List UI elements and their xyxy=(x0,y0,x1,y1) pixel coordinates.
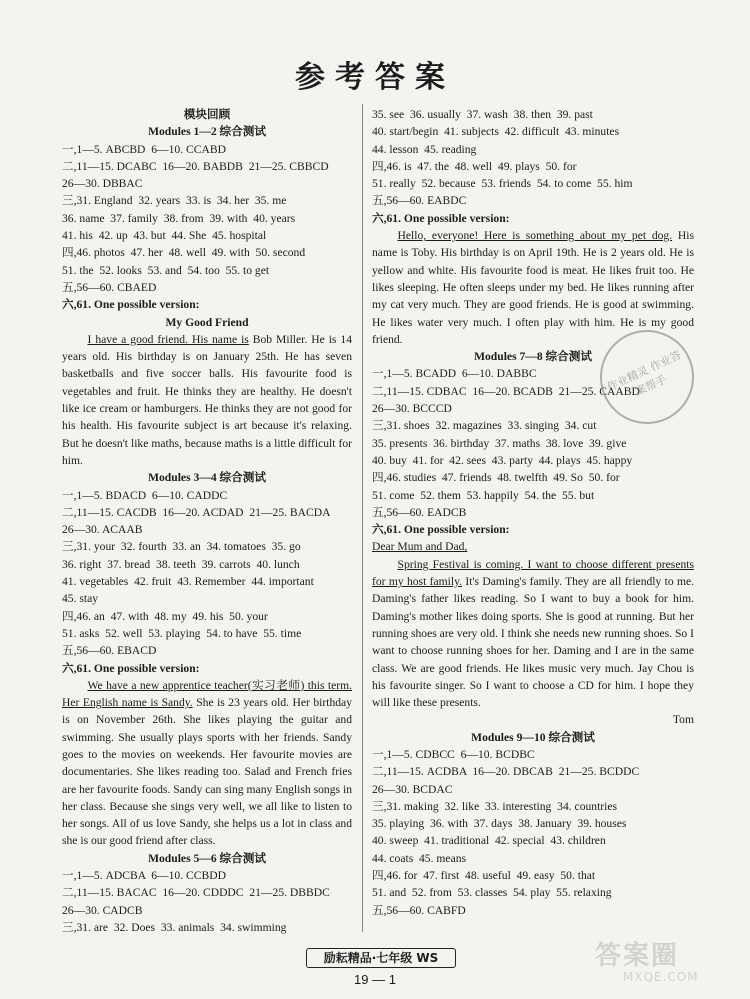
answer-line: 44. lesson 45. reading xyxy=(372,142,477,156)
answer-line: 45. stay xyxy=(62,592,99,606)
book-label: 励耘精品·七年级 WS xyxy=(306,948,456,968)
stamp-text: 作业精灵 作业答案帮手 xyxy=(605,348,684,399)
answer-line: 一,1—5. CDBCC 6—10. BCDBC xyxy=(372,747,535,761)
essay-paragraph xyxy=(372,556,694,712)
modules-1-2-heading: Modules 1—2 综合测试 xyxy=(148,125,266,139)
essay-text: Bob Miller. He is 14 years old. His birthday is on January 25th. He has seven basketballs and five soccer balls. His favourite food is vegetables and fruit. He thinks they are healthy. He doesn't like ice cream or hamburgers. He thinks they are not good for his health. His favourite subject is art because it's relaxing. But he doesn't like maths, because maths is a little difficult for him. xyxy=(62,332,352,467)
answer-line: 51. asks 52. well 53. playing 54. to have 55. time xyxy=(62,626,302,640)
essay-label: 六,61. One possible version: xyxy=(372,523,510,537)
answer-line: 二,11—15. BACAC 16—20. CDDDC 21—25. DBBDC xyxy=(62,886,330,900)
modules-3-4-heading: Modules 3—4 综合测试 xyxy=(148,471,266,485)
answer-line: 五,56—60. EBACD xyxy=(62,644,157,658)
answer-line: 四,46. photos 47. her 48. well 49. with 50. second xyxy=(62,246,306,260)
answer-line: 二,11—15. CACDB 16—20. ACDAD 21—25. BACDA xyxy=(62,505,331,519)
watermark-logo-text: 答案圈 xyxy=(595,941,680,971)
essay-text: It's Daming's family. They are all friendly to me. Daming's father likes reading. So I want to buy a book for him. Daming's mother likes doing sports. She is good at running. But her running shoes are very old. I think she needs new running shoes. So I want to choose running shoes for her. Daming and I are in the same class. We are good friends. He likes music very much. Jay Chou is his favourite singer. So I want to choose a CD for him. I hope they will like these presents. xyxy=(372,575,695,710)
answer-line: 二,11—15. ACDBA 16—20. DBCAB 21—25. BCDDC xyxy=(372,765,640,779)
essay-underlined-text: I have a good friend. His name is xyxy=(87,332,249,346)
left-column xyxy=(62,106,352,936)
essay-label: 六,61. One possible version: xyxy=(372,211,510,225)
answer-line: 51. and 52. from 53. classes 54. play 55. relaxing xyxy=(372,886,612,900)
answer-line: 一,1—5. ABCBD 6—10. CCABD xyxy=(62,142,226,156)
watermark-url: MXQE.COM xyxy=(623,970,699,984)
answer-line: 51. the 52. looks 53. and 54. too 55. to get xyxy=(62,263,270,277)
essay-paragraph xyxy=(62,677,352,850)
essay-underlined-text: Spring Festival is coming. I want to choose different presents for my host family. xyxy=(372,557,694,589)
answer-line: 26—30. ACAAB xyxy=(62,523,143,537)
answer-line: 一,1—5. BDACD 6—10. CADDC xyxy=(62,488,228,502)
answer-line: 51. come 52. them 53. happily 54. the 55. but xyxy=(372,488,595,502)
answer-line: 41. vegetables 42. fruit 43. Remember 44. important xyxy=(62,575,314,589)
answer-line: 41. his 42. up 43. but 44. She 45. hospital xyxy=(62,229,267,243)
answer-line: 35. presents 36. birthday 37. maths 38. love 39. give xyxy=(372,436,627,450)
essay-label: 六,61. One possible version: xyxy=(62,661,200,675)
section-title: 模块回顾 xyxy=(183,108,231,121)
answer-line: 35. playing 36. with 37. days 38. January 39. houses xyxy=(372,817,627,831)
answer-line: 四,46. for 47. first 48. useful 49. easy 50. that xyxy=(372,869,596,883)
answer-line: 五,56—60. CBAED xyxy=(62,280,157,294)
answer-line: 35. see 36. usually 37. wash 38. then 39. past xyxy=(372,108,593,121)
essay-underlined-text: Hello, everyone! Here is something about my pet dog. xyxy=(397,229,673,243)
answer-line: 三,31. making 32. like 33. interesting 34. countries xyxy=(372,799,618,813)
site-watermark xyxy=(595,935,745,995)
answer-line: 26—30. DBBAC xyxy=(62,177,143,191)
answer-line: 一,1—5. BCADD 6—10. DABBC xyxy=(372,367,537,381)
answer-line: 一,1—5. ADCBA 6—10. CCBDD xyxy=(62,869,226,883)
answer-line: 二,11—15. DCABC 16—20. BABDB 21—25. CBBCD xyxy=(62,159,329,173)
page-number: 19 — 1 xyxy=(354,972,396,987)
answer-line: 40. sweep 41. traditional 42. special 43. children xyxy=(372,834,606,848)
essay-underlined-text: We have a new apprentice teacher(实习老师) this term. Her English name is Sandy. xyxy=(62,678,352,710)
answer-line: 二,11—15. CDBAC 16—20. BCADB 21—25. CAABD xyxy=(372,384,640,398)
answer-line: 三,31. England 32. years 33. is 34. her 35. me xyxy=(62,194,287,208)
modules-7-8-heading: Modules 7—8 综合测试 xyxy=(474,350,592,364)
answer-line: 四,46. studies 47. friends 48. twelfth 49. So 50. for xyxy=(372,471,620,485)
letter-signature: Tom xyxy=(672,713,694,727)
answer-line: 40. buy 41. for 42. sees 43. party 44. plays 45. happy xyxy=(372,453,633,467)
letter-greeting: Dear Mum and Dad, xyxy=(372,540,468,554)
page-title: 参考答案 xyxy=(295,60,455,95)
answer-line: 26—30. CADCB xyxy=(62,903,143,917)
modules-9-10-heading: Modules 9—10 综合测试 xyxy=(471,730,595,744)
answer-line: 三,31. your 32. fourth 33. an 34. tomatoes 35. go xyxy=(62,540,301,554)
answer-line: 四,46. is 47. the 48. well 49. plays 50. for xyxy=(372,159,577,173)
answer-line: 五,56—60. CABFD xyxy=(372,903,466,917)
answer-line: 五,56—60. EABDC xyxy=(372,194,467,208)
answer-line: 三,31. are 32. Does 33. animals 34. swimming xyxy=(62,920,287,934)
right-column xyxy=(372,106,694,919)
answer-line: 44. coats 45. means xyxy=(372,851,467,865)
answer-line: 40. start/begin 41. subjects 42. difficult 43. minutes xyxy=(372,125,620,139)
essay-label: 六,61. One possible version: xyxy=(62,298,200,312)
answer-line: 36. right 37. bread 38. teeth 39. carrots 40. lunch xyxy=(62,557,300,571)
essay-text: His name is Toby. His birthday is on April 19th. He is 2 years old. He is yellow and white. His favourite food is meat. He likes fruit too. He likes sleeping. He often sleeps under my bed. He likes running after my cat very much. They are good friends. He is good at swimming. He likes water very much. I often play with him. He is my good friend. xyxy=(372,229,694,346)
essay-text: She is 23 years old. Her birthday is on November 26th. She likes playing the guitar and swimming. She usually plays sports with her friends. Sandy goes to the movies on weekends. Her favourite movies are documentaries. She likes reading too. Salad and French fries are her favourite foods. Sandy can sing many English songs in her class. Because she sings very well, we all like to listen to her songs. All of us love Sandy, she helps us a lot in class and she is our good friend after class. xyxy=(62,696,353,848)
answer-line: 51. really 52. because 53. friends 54. to come 55. him xyxy=(372,177,633,191)
column-divider xyxy=(362,104,363,932)
answer-line: 五,56—60. EADCB xyxy=(372,505,467,519)
answer-line: 三,31. shoes 32. magazines 33. singing 34. cut xyxy=(372,419,597,433)
answer-line: 26—30. BCDAC xyxy=(372,782,453,796)
modules-5-6-heading: Modules 5—6 综合测试 xyxy=(148,851,266,865)
answer-line: 36. name 37. family 38. from 39. with 40. years xyxy=(62,211,296,225)
answer-line: 26—30. BCCCD xyxy=(372,402,452,416)
answer-line: 四,46. an 47. with 48. my 49. his 50. your xyxy=(62,609,268,623)
essay-paragraph xyxy=(62,331,352,469)
essay-title: My Good Friend xyxy=(165,315,249,329)
